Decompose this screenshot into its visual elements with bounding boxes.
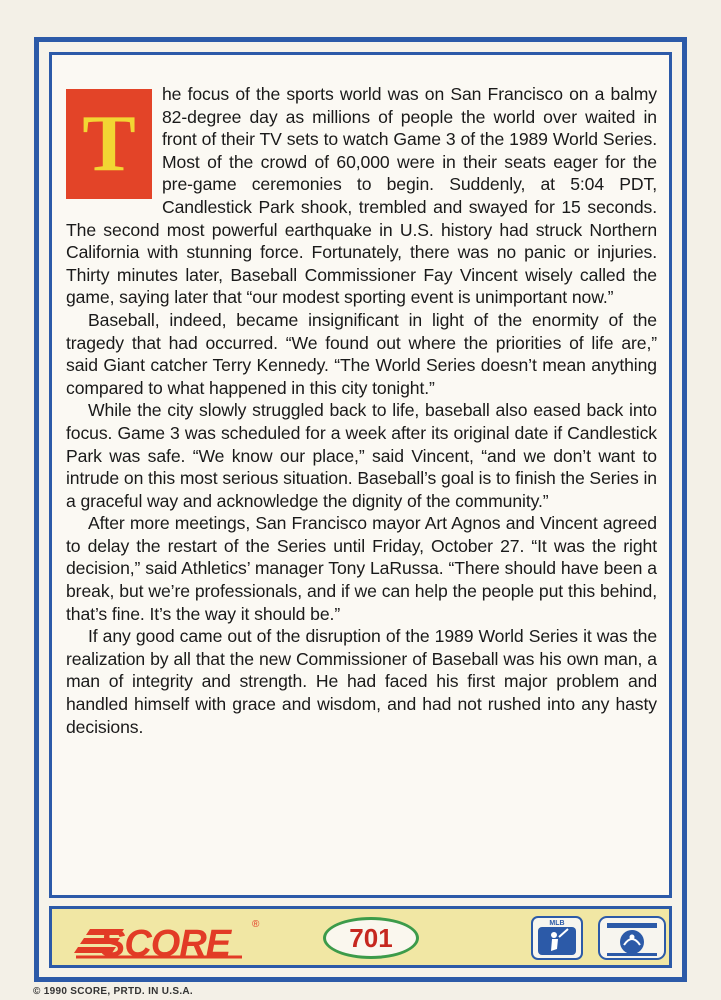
registered-mark: ® — [252, 919, 260, 930]
article-paragraph-2: Baseball, indeed, became insignificant in light of the enormity of the tragedy that had occurred. “We found out where the priorities of life are,” said Giant catcher Terry Kennedy. “The World Series doesn’t mean anything compared to what happened in this city tonight.” — [66, 309, 657, 398]
score-logo — [72, 917, 260, 965]
article-paragraph-1: he focus of the sports world was on San Francisco on a balmy 82-degree day as millions of people the world over waited in front of their TV sets to watch Game 3 of the 1989 World Series. Most of the crowd of 60,000 were in their seats eager for the pre-game ceremonies to begin. Suddenly, at 5:04 PDT, Candlestick Park shook, trembled and swayed for 15 seconds. The second most powerful earthquake in U.S. history had struck Northern California with stunning force. Fortunately, there was no panic or injuries. Thirty minutes later, Baseball Commissioner Fay Vincent wisely called the game, saying later that “our modest sporting event is unimportant now.” — [66, 84, 657, 308]
article-panel — [49, 52, 672, 898]
score-brand-text: SCORE — [100, 923, 231, 965]
copyright-line: © 1990 SCORE, PRTD. IN U.S.A. — [33, 986, 193, 997]
mlb-logo-text: MLB — [549, 920, 565, 927]
footer-band — [49, 906, 672, 968]
article-paragraph-3: While the city slowly struggled back to life, baseball also eased back into focus. Game 3 was scheduled for a week after its original date if Candlestick Park was safe. “We know our place,” said Vincent, “and we don’t want to intrude on this most serious situation. Baseball’s goal is to finish the Series in a graceful way and acknowledge the dignity of the community.” — [66, 400, 657, 511]
drop-cap-letter: T — [66, 89, 152, 199]
players-association-icon — [597, 915, 667, 961]
mlbpa-logo — [597, 915, 667, 961]
article-paragraph-4: After more meetings, San Francisco mayor Art Agnos and Vincent agreed to delay the restart of the Series until Friday, October 27. “It was the right decision,” said Athletics’ manager Tony LaRussa. “There should have been a break, but we’re professionals, and if we can help the people put this behind, that’s fine. It’s the way it should be.” — [66, 513, 657, 624]
mlb-logo — [530, 915, 584, 961]
card-back — [34, 37, 687, 982]
article-paragraph-5: If any good came out of the disruption of the 1989 World Series it was the realization by all that the new Commissioner of Baseball was his own man, a man of integrity and strength. He had faced his first major problem and handled himself with grace and wisdom, and had not rushed into any hasty decisions. — [66, 626, 657, 737]
mlb-batter-icon — [530, 915, 584, 961]
card-number-badge: 701 — [323, 917, 419, 959]
